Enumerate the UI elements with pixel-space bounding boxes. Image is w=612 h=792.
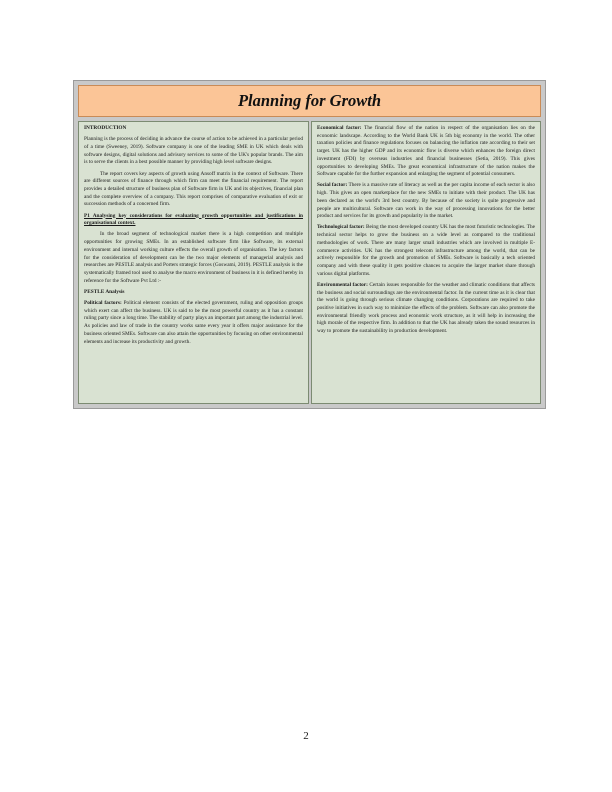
right-column [311,121,541,404]
pestle-heading: PESTLE Analysis [84,288,125,295]
political-factor-text: Political element consists of the elected government, ruling and opposition groups which exert can affect the business. UK is said to be the most powerful country as it has a constant ruling party since a long time. The stability of party plays an important part among the industrial level. As policies and law of trade in the country works same every year it offers major assistance for the business oriented SMEs. Software can also attain the opportunities by focusing on other environmental elements and increase its productivity and growth. [84,300,303,345]
introduction-paragraph-1: Planning is the process of deciding in advance the course of action to be achieved in a particular period of a time (Sweeney, 2019). Software company is one of the leading SME in UK which deals with software designs, digital solutions and advisory services to some of the UK's popular brands. The aim is to serve the clients in a best possible manner by providing high level software designs. [84,136,303,166]
introduction-paragraph-2: The report covers key aspects of growth using Ansoff matrix in the context of Software. There are different sources of finance through which firm can meet the financial requirement. The report provides a detailed structure of business plan of Software firm in UK and its objectives, financial plan and the complete overview of a company. This report comprises of comparative evaluation of exit or succession methods of a concerned firm. [84,170,303,208]
economical-factor-label: Economical factor: [317,125,362,131]
technological-factor-label: Technological factor: [317,224,365,231]
social-factor-text: There is a massive rate of literacy as well as the per capita income of each sector is also high. This gives an open marketplace for the new SMEs to initiate with their product. The UK has been declared as the world's 3rd best country. By because of the society is quite progressive and people are multicultural. Software can work in the way of processing innovations for the better product and services for its growth and popularity in the market. [317,182,535,220]
poster-title: Planning for Growth [237,91,382,110]
environmental-factor-paragraph [317,282,535,336]
environmental-factor-text: Certain issues responsible for the weather and climatic conditions that affects the business and social surroundings are the environmental factor. In the current time as it is clear that the world is going through serious climate changing conditions. Corporations are required to take positive initiatives in such way to minimize the effects of the problem. Software can also promote the environmental friendly work process and economic work structure, as it will help in increasing the high morale of the respective firm. In addition to that the UK has already taken the sound resources in way to promote the sustainability in production development. [317,281,535,335]
technological-factor-text: Being the most developed country UK has the most futuristic technologies. The technical sector helps to grow the business on a wide level as compared to the traditional methodologies of work. There are many larger small industries which are involved in multiple E-commerce activities. UK has the strongest telecom infrastructure among the world, that can be actively responsible for the growth and promotion of SMEs. Software is basically a tech oriented company and with these quality it gets positive chances to acquire the larger market share through various digital platforms. [317,224,535,277]
title-banner [78,85,541,117]
economical-factor-text: The financial flow of the nation in respect of the organisation lies on the economic landscape. According to the World Bank UK is 5th big economy in the world. The other taxation policies and finance regulations focuses on balancing the inflation rate according to their set target. UK has the higher GDP and its economic flow is diverse which enhances the foreign direct investment (FDI) by overseas industries and financial businesses (Setia, 2019). This gives opportunities to developing SMEs. The great economical infrastructure of the nation makes the Software capable for the further expansion and enlarging the segment of potential consumers. [317,125,535,178]
page-number: 2 [303,730,309,742]
p1-heading: P1 Analysing key considerations for evaluating growth opportunities and justifications in organisational context. [84,212,303,227]
economical-factor-paragraph [317,125,535,179]
social-factor-paragraph [317,182,535,221]
p1-paragraph: In the broad segment of technological market there is a high competition and multiple opportunities for growing SMEs. In an established software firm like Software, its external environment and internal working culture effects the overall growth of organisation. The key factors for the consideration of development can be the two major elements of managerial analysis and researches are PESTLE analysis and Porters strategic forces (Goswami, 2019). PESTLE analysis is the systematically framed tool used to analyse the macro environment of business in it is defined hereby in reference for the Software Pvt Ltd :- [84,231,303,284]
poster-frame [73,80,546,409]
social-factor-label: Social factor: [317,182,348,189]
political-factor-paragraph [84,300,303,346]
political-factor-label: Political factors: [84,300,122,307]
introduction-heading: INTRODUCTION [84,125,127,131]
environmental-factor-label: Environmental factor: [317,281,368,288]
technological-factor-paragraph [317,224,535,278]
left-column [78,121,309,404]
